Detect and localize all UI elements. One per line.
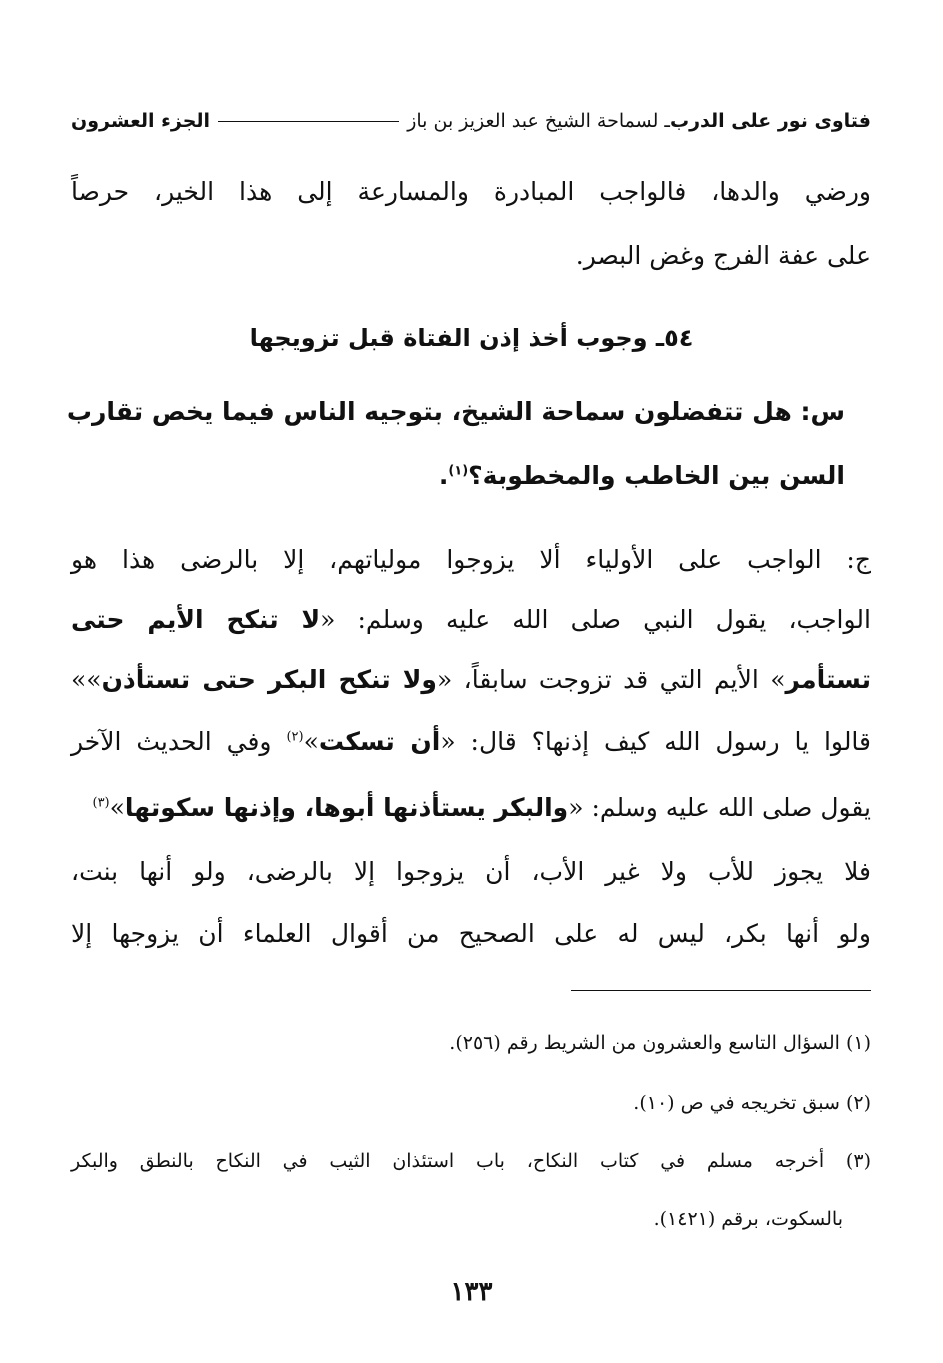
question-line-1: س: هل تتفضلون سماحة الشيخ، بتوجيه الناس فيما يخص تقارب xyxy=(66,397,845,426)
answer-line-3 xyxy=(71,660,871,700)
answer-line-5-close: » xyxy=(109,793,125,822)
footnote-ref-2: (٢) xyxy=(286,729,304,745)
answer-line-3-close: »» xyxy=(71,665,102,694)
answer-line-7: ولو أنها بكر، ليس له على الصحيح من أقوال العلماء أن يزوجها إلا xyxy=(71,919,871,948)
hadith-quote-2: ولا تنكح البكر حتى تستأذن xyxy=(101,665,437,694)
answer-line-2 xyxy=(71,600,871,640)
answer-line-5 xyxy=(71,788,871,828)
footnote-ref-3: (٣) xyxy=(92,795,110,811)
hadith-quote-1: لا تنكح الأيم حتى xyxy=(71,605,321,634)
book-title: فتاوى نور على الدرب xyxy=(670,110,871,132)
answer-line-2-plain: الواجب، يقول النبي صلى الله عليه وسلم: « xyxy=(320,605,871,634)
intro-line-1: ورضي والدها، فالواجب المبادرة والمسارعة إلى هذا الخير، حرصاً xyxy=(71,177,871,206)
answer-line-5-plain: يقول صلى الله عليه وسلم: « xyxy=(568,793,871,822)
answer-line-4-close: » xyxy=(303,727,319,756)
intro-line-2: على عفة الفرج وغض البصر. xyxy=(575,241,871,270)
hadith-quote-3: أن تسكت xyxy=(318,727,441,756)
header-rule xyxy=(218,121,399,122)
question-line-2-text: السن بين الخاطب والمخطوبة؟ xyxy=(468,461,845,490)
hadith-quote-4: والبكر يستأذنها أبوها، وإذنها سكوتها xyxy=(124,793,569,822)
footnote-2: (٢) سبق تخريجه في ص (١٠). xyxy=(633,1092,871,1114)
page-number: ١٣٣ xyxy=(450,1277,493,1307)
section-heading: ٥٤ـ وجوب أخذ إذن الفتاة قبل تزويجها xyxy=(249,324,694,352)
answer-line-1: ج: الواجب على الأولياء ألا يزوجوا مولياتهم، إلا بالرضى هذا هو xyxy=(71,545,871,574)
answer-line-4 xyxy=(71,722,871,762)
footnote-separator xyxy=(571,990,871,991)
footnote-ref-1: (١) xyxy=(448,463,469,479)
footnote-3-line-2: بالسكوت، برقم (١٤٢١). xyxy=(653,1208,843,1230)
answer-line-3-plain: » الأيم التي قد تزوجت سابقاً، « xyxy=(436,665,786,694)
question-line-2: السن بين الخاطب والمخطوبة؟$^{(١)}$. xyxy=(438,461,845,490)
volume-label: الجزء العشرون xyxy=(71,110,211,132)
answer-line-4-plain-a: قالوا يا رسول الله كيف إذنها؟ قال: « xyxy=(440,727,872,756)
footnote-3-line-1: (٣) أخرجه مسلم في كتاب النكاح، باب استئذان الثيب في النكاح بالنطق والبكر xyxy=(71,1150,871,1172)
answer-line-6: فلا يجوز للأب ولا غير الأب، أن يزوجوا إلا بالرضى، ولو أنها بنت، xyxy=(71,857,871,886)
footnote-1: (١) السؤال التاسع والعشرون من الشريط رقم (٢٥٦). xyxy=(449,1032,871,1054)
running-header xyxy=(71,104,871,138)
author-name: ـ لسماحة الشيخ عبد العزيز بن باز xyxy=(407,110,670,132)
answer-line-4-plain-b: وفي الحديث الآخر xyxy=(71,727,287,756)
hadith-quote-1-end: تستأمر xyxy=(785,665,871,694)
